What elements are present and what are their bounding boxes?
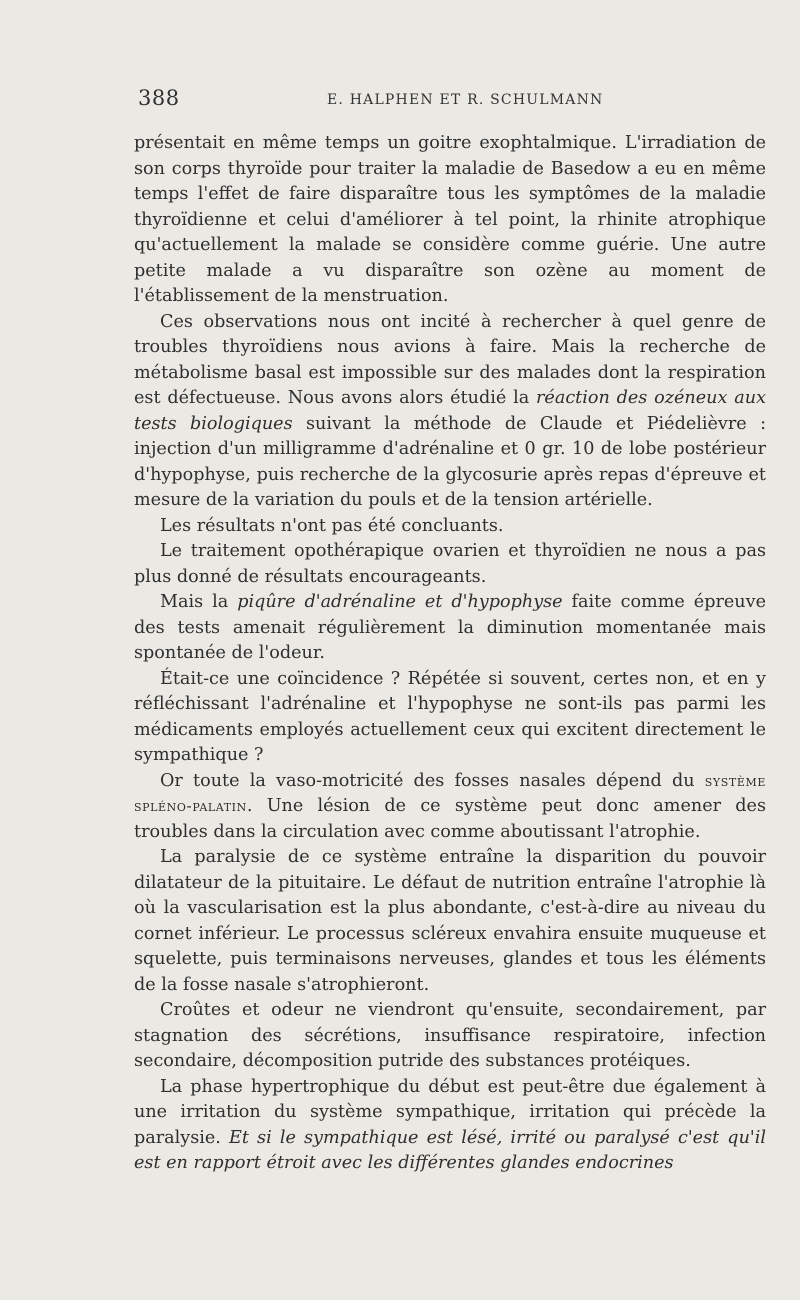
italic-run: réaction des ozéneux aux tests biologiques — [134, 388, 766, 434]
text-run: faite comme épreuve des tests amenait régulièrement la diminution momentanée mais spontanée de l'odeur. — [134, 592, 766, 663]
paragraph-10 — [134, 1075, 766, 1177]
paragraph-2 — [134, 310, 766, 514]
paragraph-5 — [134, 590, 766, 667]
page-header — [138, 86, 768, 116]
text-run: Ces observations nous ont incité à rechercher à quel genre de troubles thyroïdiens nous avions à faire. Mais la recherche de métabolisme basal est impossible sur des malades dont la respiration est défectueuse. Nous avons alors étudié la — [134, 311, 766, 408]
running-head: E. HALPHEN ET R. SCHULMANN — [327, 92, 604, 108]
italic-run: piqûre d'adrénaline et d'hypophyse — [237, 592, 563, 612]
text-run: Or toute la vaso-motricité des fosses nasales dépend du — [160, 770, 705, 791]
paragraph-9: Croûtes et odeur ne viendront qu'ensuite, secondairement, par stagnation des sécrétions, insuffisance respiratoire, infection secondaire, décomposition putride des substances protéiques. — [134, 1000, 766, 1071]
paragraph-4: Le traitement opothérapique ovarien et thyroïdien ne nous a pas plus donné de résultats encourageants. — [134, 541, 766, 587]
small-caps-run: système spléno-palatin — [134, 771, 766, 815]
italic-run: Et si le sympathique est lésé, irrité ou paralysé c'est qu'il est en rapport étroit avec les différentes glandes endocrines — [134, 1127, 766, 1173]
paragraph-3: Les résultats n'ont pas été concluants. — [160, 515, 504, 536]
paragraph-7 — [134, 769, 766, 846]
body-text — [134, 131, 766, 1177]
text-run: La phase hypertrophique du début est peut-être due également à une irritation du système sympathique, irritation qui précède la paralysie. — [134, 1076, 766, 1148]
paragraph-6: Était-ce une coïncidence ? Répétée si souvent, certes non, et en y réfléchissant l'adrénaline et l'hypophyse ne sont-ils pas parmi les médicaments employés actuellement ceux qui excitent directement le sympathique ? — [134, 668, 766, 765]
paragraph-8: La paralysie de ce système entraîne la disparition du pouvoir dilatateur de la pituitaire. Le défaut de nutrition entraîne l'atrophie là où la vascularisation est la plus abondante, c'est-à-dire au niveau du cornet inférieur. Le processus scléreux envahira ensuite muqueuse et squelette, puis terminaisons nerveuses, glandes et tous les éléments de la fosse nasale s'atrophieront. — [134, 847, 766, 995]
text-run: suivant la méthode de Claude et Piédelièvre : injection d'un milligramme d'adrénaline et 0 gr. 10 de lobe postérieur d'hypophyse, puis recherche de la glycosurie après repas d'épreuve et mesure de la variation du pouls et de la tension artérielle. — [134, 413, 766, 510]
paragraph-1: présentait en même temps un goitre exophtalmique. L'irradiation de son corps thyroïde pour traiter la maladie de Basedow a eu en même temps l'effet de faire disparaître tous les symptômes de la maladie thyroïdienne et celui d'améliorer à tel point, la rhinite atrophique qu'actuellement la malade se considère comme guérie. Une autre petite malade a vu disparaître son ozène au moment de l'établissement de la menstruation. — [134, 133, 766, 306]
text-run: . Une lésion de ce système peut donc amener des troubles dans la circulation avec comme aboutissant l'atrophie. — [134, 796, 766, 842]
text-run: Mais la — [160, 592, 238, 612]
page-number: 388 — [138, 86, 180, 110]
